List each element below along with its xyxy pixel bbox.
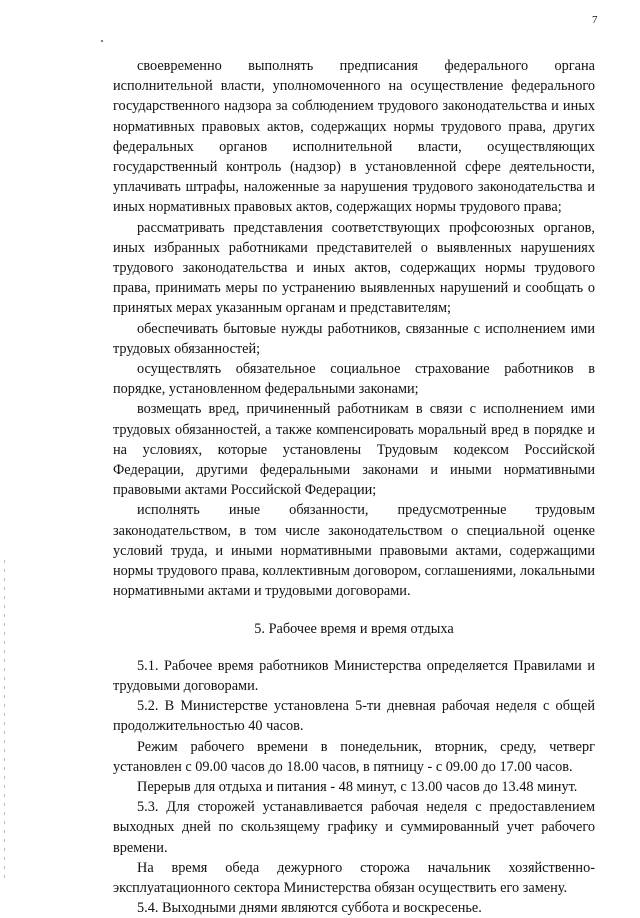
document-body (113, 56, 595, 918)
paragraph: 5.3. Для сторожей устанавливается рабочая неделя с предоставлением выходных дней по скользящему графику и суммированный учет рабочего времени. (113, 799, 595, 856)
binding-edge-mark (4, 560, 5, 880)
paragraph: своевременно выполнять предписания федерального органа исполнительной власти, уполномоченного на осуществление федерального государственного надзора за соблюдением трудового законодательства и иных нормативных правовых актов, содержащих нормы трудового права, других федеральных органов исполнительной власти, осуществляющих государственный контроль (надзор) в установленной сфере деятельности, уплачивать штрафы, наложенные за нарушения трудового законодательства и иных нормативных правовых актов, содержащих нормы трудового права; (113, 58, 595, 216)
paragraph: Режим рабочего времени в понедельник, вторник, среду, четверг установлен с 09.00 часов до 18.00 часов, в пятницу - с 09.00 до 17.00 часов. (113, 738, 595, 775)
paragraph: Перерыв для отдыха и питания - 48 минут, с 13.00 часов до 13.48 минут. (137, 778, 578, 795)
paragraph: возмещать вред, причиненный работникам в связи с исполнением ими трудовых обязанностей, а также компенсировать моральный вред в порядке и на условиях, которые установлены Трудовым кодексом Российской Федерации, другими федеральными законами и иными нормативными правовыми актами Российской Федерации; (113, 401, 595, 499)
paragraph: осуществлять обязательное социальное страхование работников в порядке, установленном федеральными законами; (113, 361, 595, 398)
paragraph: 5.2. В Министерстве установлена 5-ти дневная рабочая неделя с общей продолжительностью 40 часов. (113, 698, 595, 735)
section-heading: 5. Рабочее время и время отдыха (254, 621, 454, 638)
scan-artifact (101, 40, 103, 42)
paragraph: рассматривать представления соответствующих профсоюзных органов, иных избранных работниками представителей о выявленных нарушениях трудового законодательства и иных актов, содержащих нормы трудового права, принимать меры по устранению выявленных нарушений и сообщать о принятых мерах указанным органам и представителям; (113, 219, 595, 317)
paragraph: исполнять иные обязанности, предусмотренные трудовым законодательством, в том числе законодательством о специальной оценке условий труда, и иными нормативными правовыми актами, содержащими нормы трудового права, коллективным договором, соглашениями, локальными нормативными актами и трудовыми договорами. (113, 502, 595, 600)
paragraph: 5.1. Рабочее время работников Министерства определяется Правилами и трудовыми договорами. (113, 657, 595, 694)
obligations-list (113, 56, 595, 601)
paragraph: На время обеда дежурного сторожа начальник хозяйственно-эксплуатационного сектора Министерства обязан осуществить его замену. (113, 859, 595, 896)
page-number: 7 (592, 14, 598, 26)
working-time-section (113, 656, 595, 918)
paragraph: 5.4. Выходными днями являются суббота и воскресенье. (137, 900, 482, 917)
paragraph: обеспечивать бытовые нужды работников, связанные с исполнением ими трудовых обязанностей; (113, 320, 595, 357)
